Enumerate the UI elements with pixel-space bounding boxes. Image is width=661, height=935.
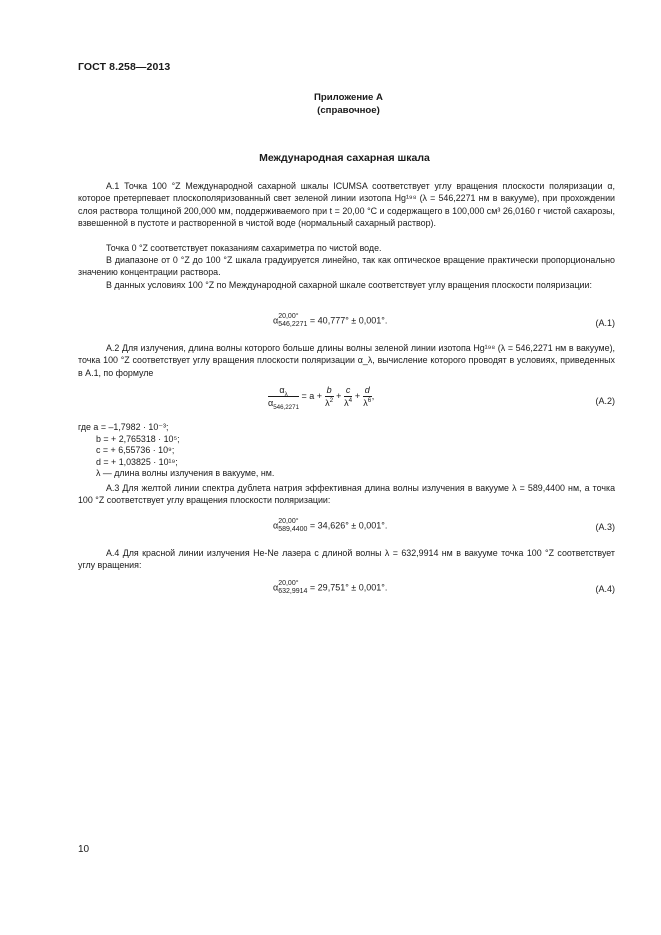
where-lambda: λ — длина волны излучения в вакууме, нм.: [96, 468, 275, 478]
eq-a2-lambda-3: λ: [363, 398, 368, 408]
eq-a2-ratio: [268, 385, 300, 411]
where-list: [78, 422, 274, 480]
where-a: где a = –1,7982 · 10⁻³;: [78, 422, 169, 432]
eq-a3-temperature: 20,00°: [278, 518, 299, 525]
equation-a1: [273, 313, 387, 329]
eq-a4-value: = 29,751° ± 0,001°.: [309, 582, 388, 593]
equation-a4: [273, 580, 387, 596]
paragraph-a1: А.1 Точка 100 °Z Международной сахарной шкалы ICUMSA соответствует углу вращения плоскости поляризации α, которое претерпевает плоскополяризованный свет зеленой линии изотопа Hg¹⁹⁸ (λ = 546,2271 нм в вакууме), при прохождении слоя раствора толщиной 200,000 мм, поддерживаемого при t = 20,00 °С и содержащего в 100,000 см³ 26,0160 г чистой сахарозы, взвешенной в пустоте и растворенной в чистой воде (нормальный сахарный раствор).: [78, 181, 615, 229]
equation-number-a2: (А.2): [595, 396, 615, 406]
equation-number-a1: (А.1): [595, 318, 615, 328]
document-code: ГОСТ 8.258—2013: [78, 61, 171, 73]
eq-a1-wavelength: 546,2271: [278, 321, 308, 328]
eq-a3-value: = 34,626° ± 0,001°.: [309, 520, 388, 531]
equation-number-a4: (А.4): [595, 584, 615, 594]
annex-heading: [18, 91, 661, 117]
eq-a2-ref-sub: 546,2271: [273, 403, 300, 411]
eq-a2-plus-2: +: [354, 390, 361, 401]
where-d: d = + 1,03825 · 10¹⁹;: [96, 456, 178, 467]
alpha-symbol-a3: α: [273, 520, 279, 531]
eq-a2-plus-1: +: [336, 390, 342, 401]
eq-a2-comma: ,: [371, 390, 375, 401]
eq-a2-d: d: [364, 385, 370, 395]
alpha-symbol: α: [273, 315, 279, 326]
eq-a2-c: c: [345, 385, 351, 395]
eq-a2-lambda-1: λ: [325, 398, 330, 408]
eq-a2-equals: = a +: [301, 390, 323, 401]
where-c: c = + 6,55736 · 10⁹;: [96, 445, 175, 455]
paragraph-linearity: В диапазоне от 0 °Z до 100 °Z шкала градуируется линейно, так как оптическое вращение практически пропорционально значению концентрации раствора.: [78, 255, 615, 278]
equation-number-a3: (А.3): [595, 522, 615, 532]
eq-a1-value: = 40,777° ± 0,001°.: [309, 315, 388, 326]
eq-a4-temperature: 20,00°: [278, 580, 299, 587]
paragraph-conditions: В данных условиях 100 °Z по Международной сахарной шкале соответствует углу вращения плоскости поляризации:: [106, 280, 592, 290]
alpha-symbol-a4: α: [273, 582, 279, 593]
equation-a2: [268, 385, 375, 411]
eq-a2-lambda-2: λ: [344, 398, 349, 408]
paragraph-zero-point: Точка 0 °Z соответствует показаниям сахариметра по чистой воде.: [106, 243, 382, 253]
eq-a3-wavelength: 589,4400: [278, 526, 308, 533]
section-title: Международная сахарная шкала: [259, 152, 430, 164]
eq-a2-alpha-lambda: α: [279, 385, 285, 395]
eq-a2-pow2: 2: [329, 397, 334, 404]
eq-a2-pow6: 6: [367, 397, 372, 404]
eq-a2-alpha-ref: α: [268, 398, 274, 408]
where-b: b = + 2,765318 · 10⁵;: [96, 433, 180, 444]
paragraph-a3: А.3 Для желтой линии спектра дублета натрия эффективная длина волны излучения в вакууме λ = 589,4400 нм, а точка 100 °Z соответствует углу вращения плоскости поляризации:: [78, 483, 615, 506]
eq-a2-b: b: [326, 385, 332, 395]
eq-a2-lambda-sub: λ: [284, 390, 288, 398]
annex-title: Приложение А: [314, 92, 383, 103]
equation-a3: [273, 518, 387, 534]
page-number: 10: [78, 844, 90, 855]
paragraph-a2: А.2 Для излучения, длина волны которого больше длины волны зеленой линии изотопа Hg¹⁹⁸ (λ = 546,2271 нм в вакууме), точка 100 °Z соответствует углу вращения плоскости поляризации α_λ, вычисление которого проводят в условиях, приведенных в А.1, по формуле: [78, 343, 615, 378]
annex-subtitle: (справочное): [317, 105, 380, 116]
eq-a1-temperature: 20,00°: [278, 313, 299, 320]
eq-a4-wavelength: 632,9914: [278, 588, 308, 595]
eq-a2-pow4: 4: [348, 397, 353, 404]
paragraph-a4: А.4 Для красной линии излучения He-Ne лазера с длиной волны λ = 632,9914 нм в вакууме точка 100 °Z соответствует углу вращения:: [78, 548, 615, 571]
